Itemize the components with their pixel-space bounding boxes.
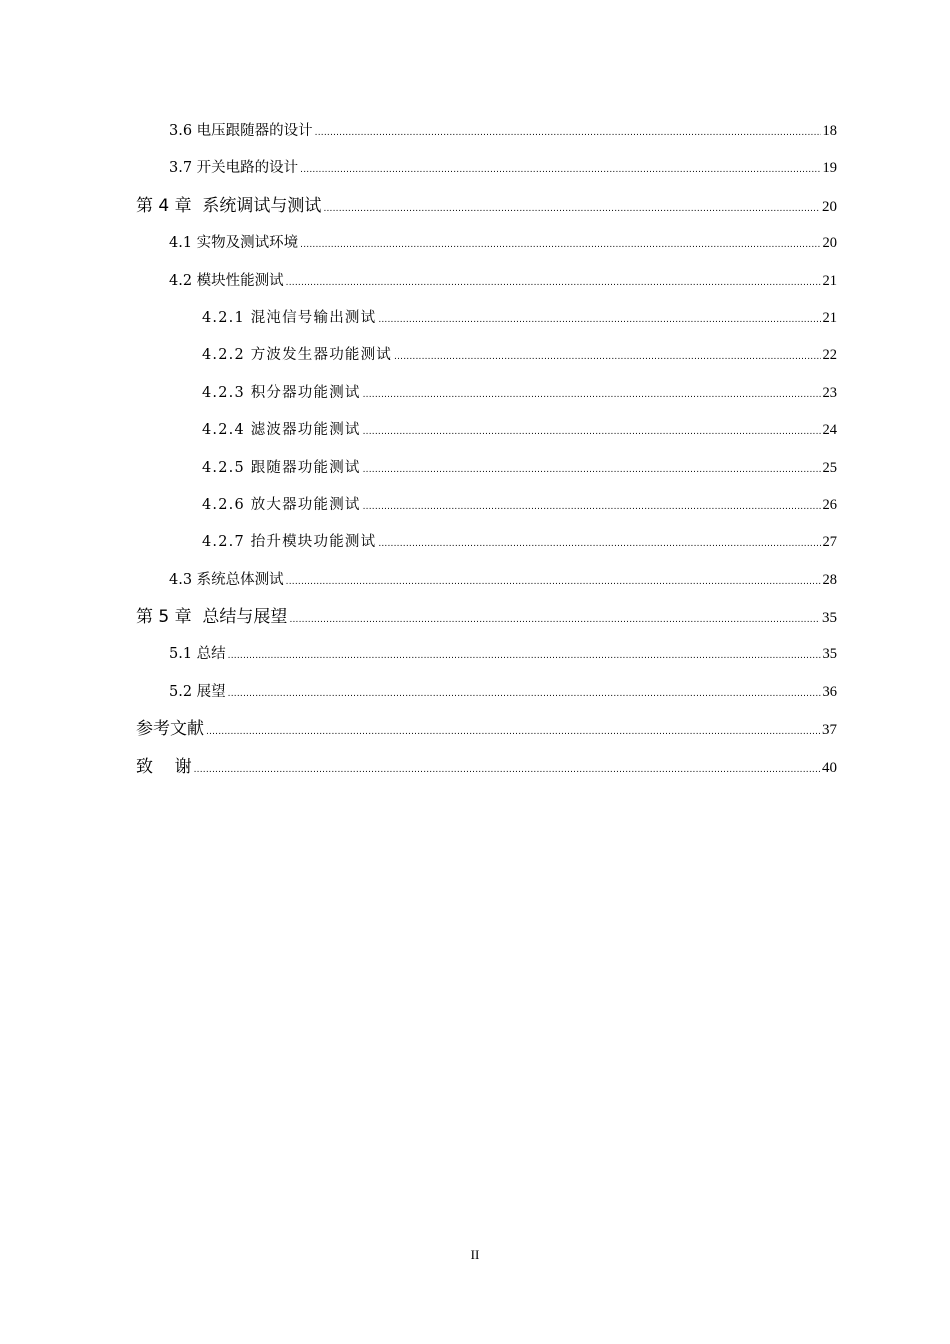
toc-entry-page: 25 [822,459,837,476]
toc-leader-dots [194,766,820,775]
toc-entry-page: 21 [822,272,837,289]
toc-leader-dots [228,652,821,661]
table-of-contents [136,113,837,786]
toc-entry-page: 35 [822,646,837,663]
toc-entry-4-2-6[interactable] [136,487,837,524]
toc-entry-title: 4.2.2 方波发生器功能测试 [202,347,393,364]
toc-entry-references[interactable] [136,711,837,748]
toc-leader-dots [300,241,820,250]
toc-leader-dots [206,728,820,737]
toc-entry-page: 21 [822,309,837,326]
toc-leader-dots [300,166,820,175]
toc-entry-page: 28 [822,571,837,588]
toc-entry-page: 35 [822,610,837,627]
toc-entry-chapter-4[interactable] [136,188,837,225]
toc-entry-chapter-5[interactable] [136,599,837,636]
toc-entry-page: 24 [822,422,837,439]
toc-entry-3-6[interactable] [136,113,837,150]
toc-entry-title: 3.7 开关电路的设计 [169,160,299,177]
toc-entry-page: 20 [822,198,837,215]
toc-entry-title: 4.2.7 抬升模块功能测试 [202,534,377,551]
toc-entry-title: 4.2.1 混沌信号输出测试 [202,309,377,326]
page-number: II [470,1247,480,1262]
toc-leader-dots [323,205,820,214]
toc-entry-5-1[interactable] [136,636,837,673]
toc-leader-dots [363,466,821,475]
toc-entry-page: 26 [822,496,837,513]
toc-entry-title: 致 谢 [136,756,192,777]
toc-entry-title: 4.3 系统总体测试 [169,571,284,588]
toc-entry-4-3[interactable] [136,562,837,599]
toc-entry-3-7[interactable] [136,150,837,187]
toc-entry-title: 4.1 实物及测试环境 [169,235,299,252]
toc-entry-title: 5.1 总结 [169,646,226,663]
toc-entry-page: 23 [822,384,837,401]
toc-entry-page: 36 [822,683,837,700]
toc-leader-dots [378,316,820,325]
toc-leader-dots [289,616,820,625]
toc-entry-acknowledgements[interactable] [136,749,837,786]
toc-leader-dots [378,540,820,549]
toc-entry-page: 37 [822,722,837,739]
toc-entry-title: 4.2.5 跟随器功能测试 [202,459,361,476]
toc-entry-4-2-3[interactable] [136,375,837,412]
toc-entry-title: 第 5 章 总结与展望 [136,607,288,628]
toc-entry-4-2-7[interactable] [136,524,837,561]
toc-leader-dots [363,428,821,437]
toc-entry-page: 18 [822,123,837,139]
toc-entry-4-2-4[interactable] [136,412,837,449]
toc-leader-dots [286,279,821,288]
toc-leader-dots [394,353,820,362]
toc-entry-title: 4.2.4 滤波器功能测试 [202,422,361,439]
toc-entry-page: 27 [822,534,837,551]
toc-leader-dots [286,578,821,587]
toc-entry-title: 5.2 展望 [169,683,226,700]
toc-leader-dots [363,391,821,400]
toc-entry-4-2-5[interactable] [136,450,837,487]
toc-leader-dots [228,690,821,699]
toc-entry-4-1[interactable] [136,225,837,262]
toc-leader-dots [363,503,821,512]
toc-entry-title: 参考文献 [136,719,204,740]
toc-entry-title: 4.2.3 积分器功能测试 [202,384,361,401]
toc-entry-page: 22 [822,347,837,364]
toc-entry-4-2[interactable] [136,263,837,300]
toc-entry-page: 40 [822,759,837,776]
toc-entry-title: 4.2.6 放大器功能测试 [202,496,361,513]
toc-entry-5-2[interactable] [136,674,837,711]
toc-entry-4-2-2[interactable] [136,337,837,374]
toc-entry-4-2-1[interactable] [136,300,837,337]
toc-entry-title: 3.6 电压跟随器的设计 [169,123,313,139]
toc-entry-title: 第 4 章 系统调试与测试 [136,195,322,216]
toc-entry-page: 20 [822,235,837,252]
toc-leader-dots [315,129,821,138]
toc-entry-title: 4.2 模块性能测试 [169,272,284,289]
toc-entry-page: 19 [822,160,837,177]
